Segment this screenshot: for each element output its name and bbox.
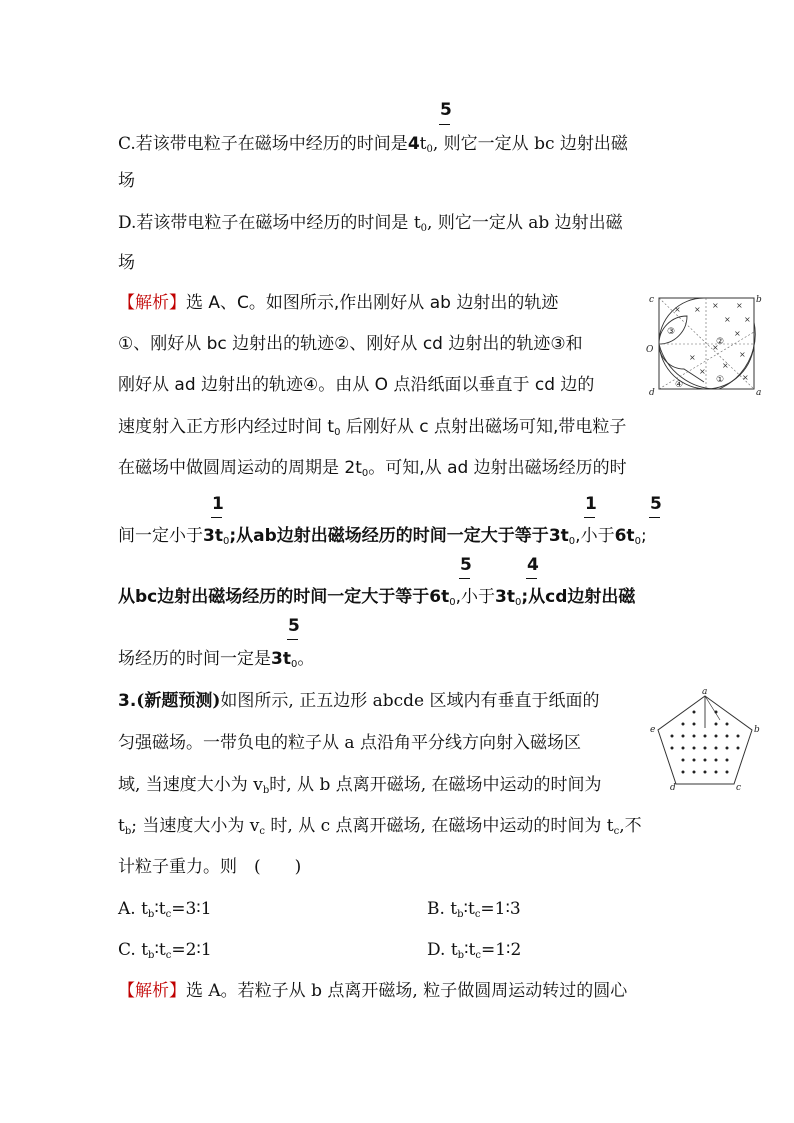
cross-mark: × [744, 315, 751, 324]
option-c-text: C.若该带电粒子在磁场中经历的时间是 [118, 134, 408, 154]
cross-mark: × [736, 301, 743, 310]
analysis-1-line-2: ①、刚好从 bc 边射出的轨迹②、刚好从 cd 边射出的轨迹③和 [118, 334, 583, 354]
analysis-1-line-5: 在磁场中做圆周运动的周期是 $2t_0$。可知,从 ad 边射出磁场经历的时 [118, 458, 627, 479]
frac-3-num: 5 [650, 494, 662, 514]
cross-mark: × [724, 315, 731, 324]
frac-4-num: 5 [460, 555, 472, 575]
q3-line-1: 3.(新题预测)如图所示, 正五边形 abcde 区域内有垂直于纸面的 [118, 691, 600, 711]
cross-mark: × [674, 305, 681, 314]
cross-mark: × [734, 329, 741, 338]
pentagon-label-b: b [754, 725, 760, 735]
figure-2-pentagon [650, 688, 760, 790]
option-d-line2: 场 [118, 253, 135, 273]
frac-6-num: 5 [288, 616, 300, 636]
analysis-bracket: 【解析】 [118, 293, 186, 313]
frac-4-bar [459, 578, 470, 579]
analysis-1-line-7: 从bc边射出磁场经历的时间一定大于等于$6t_0$,小于$3t_0$;从cd边射出磁 [118, 587, 636, 608]
q3-option-d: D. $t_b∶t_c=1∶2$ [427, 940, 522, 961]
label-a: a [756, 388, 762, 398]
pentagon-label-e: e [650, 725, 656, 735]
t0: t [419, 134, 427, 154]
cross-mark: × [689, 353, 696, 362]
q3-option-b: B. $t_b∶t_c=1∶3$ [427, 899, 521, 920]
cross-mark: × [712, 301, 719, 310]
cross-mark: × [739, 350, 746, 359]
option-d-text2: , 则它一定从 ab 边射出磁 [427, 213, 623, 233]
q3-line-4: $t_b$; 当速度大小为 $v_c$ 时, 从 c 点离开磁场, 在磁场中运动的时间为 $t_c$,不 [118, 816, 642, 837]
analysis-1-line-3: 刚好从 ad 边射出的轨迹④。由从 O 点沿纸面以垂直于 cd 边的 [118, 375, 595, 395]
frac-5-bar [526, 578, 537, 579]
frac-2-num: 1 [585, 494, 597, 514]
q3-option-c: C. $t_b∶t_c=2∶1$ [118, 940, 212, 961]
label-b: b [756, 295, 762, 305]
cross-mark: × [742, 373, 749, 382]
q3-line-5: 计粒子重力。则 ( ) [118, 857, 302, 877]
cross-mark: × [712, 343, 719, 352]
frac-1-bar [211, 517, 222, 518]
frac-1-num: 1 [212, 494, 224, 514]
pentagon-label-a: a [702, 688, 708, 697]
analysis-1-line-4: 速度射入正方形内经过时间 $t_0$ 后刚好从 c 点射出磁场可知,带电粒子 [118, 417, 627, 438]
frac-2-bar [584, 517, 595, 518]
frac-6-bar [287, 639, 298, 640]
q3-tag: (新题预测) [136, 691, 221, 711]
fraction-numerator: 5 [440, 100, 452, 120]
track-1-label: ① [716, 375, 725, 385]
fraction-bar [439, 124, 450, 125]
t0-sub: 0 [420, 223, 428, 234]
cross-mark: × [699, 367, 706, 376]
option-c-line2: 场 [118, 171, 135, 191]
pentagon-label-d: d [670, 783, 676, 790]
q3-line-3: 域, 当速度大小为 $v_b$时, 从 b 点离开磁场, 在磁场中运动的时间为 [118, 775, 602, 796]
q3-option-a: A. $t_b∶t_c=3∶1$ [118, 899, 212, 920]
analysis-bracket: 【解析】 [118, 981, 186, 1001]
label-O: O [646, 345, 654, 355]
track-3-label: ③ [667, 327, 676, 337]
analysis-2-line-1: 【解析】选 A。若粒子从 b 点离开磁场, 粒子做圆周运动转过的圆心 [118, 981, 628, 1001]
t0-sub: 0 [426, 144, 433, 155]
label-d: d [649, 388, 655, 398]
fraction-denominator: 4 [407, 134, 420, 154]
frac-5-num: 4 [527, 555, 539, 575]
option-d-text: D.若该带电粒子在磁场中经历的时间是 t [118, 213, 421, 233]
pentagon-label-c: c [736, 783, 742, 790]
label-c: c [649, 295, 655, 305]
q3-line-2: 匀强磁场。一带负电的粒子从 a 点沿角平分线方向射入磁场区 [118, 733, 581, 753]
cross-mark: × [694, 305, 701, 314]
analysis-1-line-1: 【解析】选 A、C。如图所示,作出刚好从 ab 边射出的轨迹 [118, 293, 559, 313]
frac-3-bar [649, 517, 660, 518]
option-c-text2: , 则它一定从 bc 边射出磁 [432, 134, 628, 154]
track-2-label: ② [716, 337, 725, 347]
analysis-1-line-6: 间一定小于$3t_0$;从ab边射出磁场经历的时间一定大于等于$3t_0$,小于$6t_0$; [118, 526, 647, 547]
q3-number: 3. [118, 691, 137, 711]
figure-1-trajectories [644, 292, 762, 402]
option-d [118, 212, 623, 240]
option-c [118, 133, 628, 161]
cross-mark: × [722, 361, 729, 370]
analysis-1-line-8: 场经历的时间一定是$3t_0$。 [118, 649, 315, 670]
track-4-label: ④ [675, 380, 684, 390]
